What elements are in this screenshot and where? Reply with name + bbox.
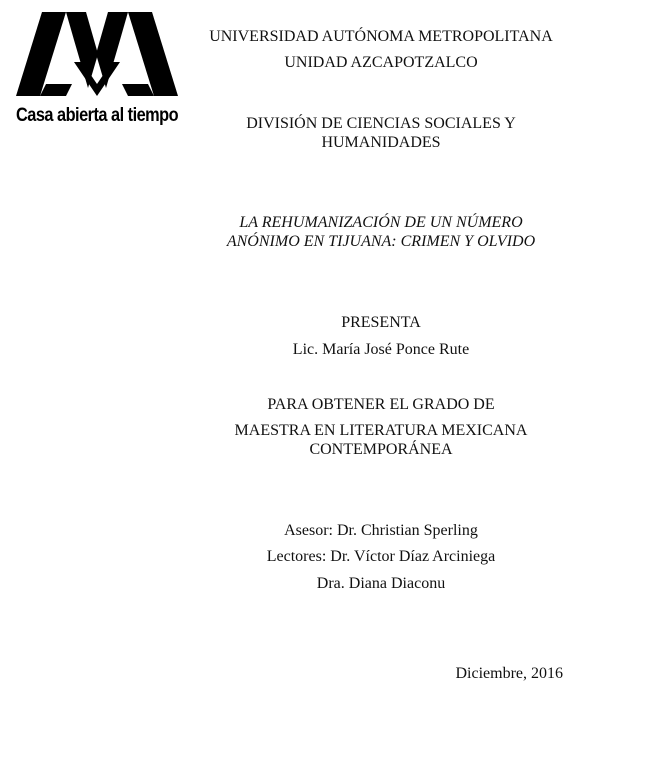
- thesis-title-line-2: ANÓNIMO EN TIJUANA: CRIMEN Y OLVIDO: [226, 233, 536, 250]
- thesis-title-line-1: LA REHUMANIZACIÓN DE UN NÚMERO: [239, 214, 523, 231]
- degree-line-1: PARA OBTENER EL GRADO DE: [267, 396, 495, 413]
- university-name: UNIVERSIDAD AUTÓNOMA METROPOLITANA: [209, 28, 553, 45]
- division-line-2: HUMANIDADES: [321, 134, 441, 151]
- degree-line-3: CONTEMPORÁNEA: [309, 441, 453, 458]
- date: Diciembre, 2016: [455, 665, 563, 682]
- uam-logo-mark-icon: [14, 10, 180, 98]
- advisor: Asesor: Dr. Christian Sperling: [284, 522, 478, 539]
- reader-2: Dra. Diana Diaconu: [316, 575, 446, 592]
- author-name: Lic. María José Ponce Rute: [292, 341, 470, 358]
- degree-line-2: MAESTRA EN LITERATURA MEXICANA: [234, 422, 528, 439]
- presenta-label: PRESENTA: [341, 314, 421, 331]
- campus-unit: UNIDAD AZCAPOTZALCO: [284, 54, 478, 71]
- uam-logo: [14, 10, 184, 126]
- readers: Lectores: Dr. Víctor Díaz Arciniega: [266, 548, 496, 565]
- division-line-1: DIVISIÓN DE CIENCIAS SOCIALES Y: [246, 115, 516, 132]
- logo-caption: Casa abierta al tiempo: [16, 105, 179, 126]
